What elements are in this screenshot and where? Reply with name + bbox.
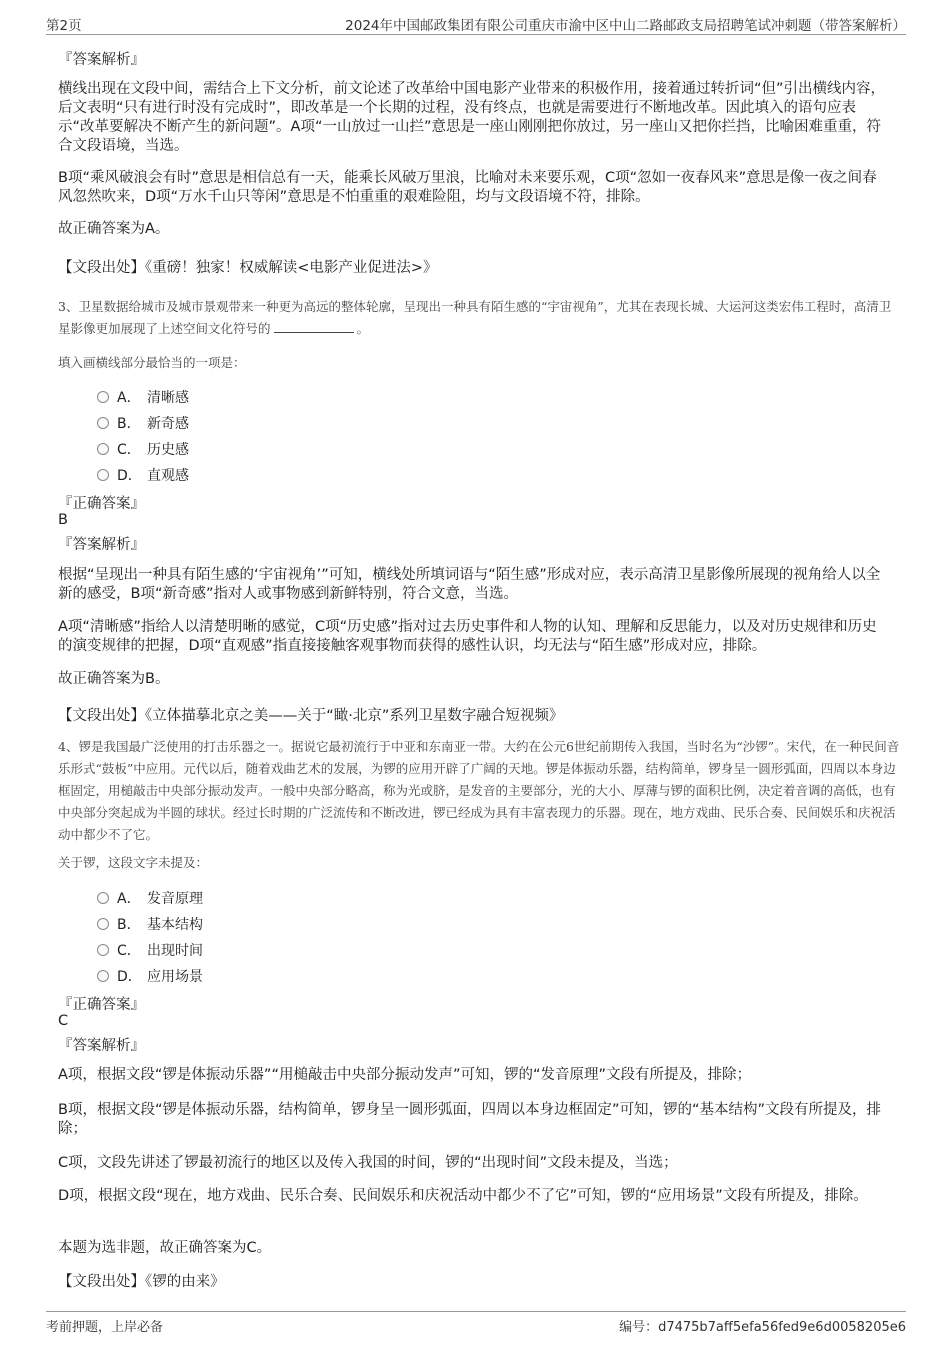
analysis-conclusion: 故正确答案为B。: [58, 671, 170, 687]
q3-option-a[interactable]: A． 清晰感: [97, 387, 189, 407]
radio-button-icon[interactable]: [97, 970, 109, 982]
analysis-conclusion: 本题为选非题，故正确答案为C。: [58, 1240, 272, 1256]
analysis-paragraph: C项，文段先讲述了锣最初流行的地区以及传入我国的时间，锣的“出现时间”文段未提及，当选；: [58, 1155, 678, 1171]
q4-option-a[interactable]: A． 发音原理: [97, 888, 203, 908]
analysis-label: 『答案解析』: [58, 1038, 145, 1054]
radio-button-icon[interactable]: [97, 944, 109, 956]
radio-button-icon[interactable]: [97, 469, 109, 481]
source-citation: 【文段出处】《锣的由来》: [58, 1274, 225, 1290]
q3-option-d[interactable]: D． 直观感: [97, 465, 189, 485]
page-header: [46, 12, 906, 35]
analysis-paragraph: A项，根据文段“锣是体振动乐器”“用槌敲击中央部分振动发声”可知，锣的“发音原理”文段有所提及，排除；: [58, 1067, 751, 1083]
correct-answer-label: 『正确答案』: [58, 496, 145, 512]
analysis-paragraph: 根据“呈现出一种具有陌生感的‘宇宙视角’”可知，横线处所填词语与“陌生感”形成对应，表示高清卫星影像所展现的视角给人以全新的感受，B项“新奇感”指对人或事物感到新鲜特别，符合文意，当选。: [58, 567, 881, 602]
radio-button-icon[interactable]: [97, 417, 109, 429]
analysis-paragraph: B项，根据文段“锣是体振动乐器，结构简单，锣身呈一圆形弧面，四周以本身边框固定”可知，锣的“基本结构”文段有所提及，排除；: [58, 1102, 881, 1137]
correct-answer-label: 『正确答案』: [58, 997, 145, 1013]
question-3-stem: 填入画横线部分最恰当的一项是：: [58, 355, 246, 370]
page-footer: [46, 1311, 906, 1336]
analysis-label: 『答案解析』: [58, 52, 145, 68]
radio-button-icon[interactable]: [97, 391, 109, 403]
radio-button-icon[interactable]: [97, 918, 109, 930]
question-4-text: 4、锣是我国最广泛使用的打击乐器之一。据说它最初流行于中亚和东南亚一带。大约在公元6世纪前期传入我国，当时名为“沙锣”。宋代，在一种民间音乐形式“鼓板”中应用。元代以后，随着戏曲艺术的发展，为锣的应用开辟了广阔的天地。锣是体振动乐器，结构简单，锣身呈一圆形弧面，四周以本身边框固定，用槌敲击中央部分振动发声。一般中央部分略高，称为光或脐，是发音的主要部分，光的大小、厚薄与锣的面积比例，决定着音调的高低，也有中央部分突起成为半圆的球状。经过长时期的广泛流传和不断改进，锣已经成为具有丰富表现力的乐器。现在，地方戏曲、民乐合奏、民间娱乐和庆祝活动中都少不了它。: [58, 739, 900, 842]
analysis-label: 『答案解析』: [58, 537, 145, 553]
analysis-conclusion: 故正确答案为A。: [58, 221, 170, 237]
page-number: 第2页: [46, 18, 82, 34]
question-4-stem: 关于锣，这段文字未提及：: [58, 855, 209, 870]
q4-option-c[interactable]: C． 出现时间: [97, 940, 203, 960]
source-citation: 【文段出处】《立体描摹北京之美——关于“瞰·北京”系列卫星数字融合短视频》: [58, 708, 564, 724]
q3-option-c[interactable]: C． 历史感: [97, 439, 189, 459]
footer-slogan: 考前押题，上岸必备: [46, 1320, 164, 1335]
question-3-text: 3、卫星数据给城市及城市景观带来一种更为高远的整体轮廓，呈现出一种具有陌生感的“宇宙视角”，尤其在表现长城、大运河这类宏伟工程时，高清卫星影像更加展现了上述空间文化符号的 。: [58, 299, 892, 336]
analysis-paragraph: D项，根据文段“现在，地方戏曲、民乐合奏、民间娱乐和庆祝活动中都少不了它”可知，锣的“应用场景”文段有所提及，排除。: [58, 1188, 868, 1204]
radio-button-icon[interactable]: [97, 892, 109, 904]
q4-option-d[interactable]: D． 应用场景: [97, 966, 203, 986]
q4-option-b[interactable]: B． 基本结构: [97, 914, 203, 934]
q3-option-b[interactable]: B． 新奇感: [97, 413, 189, 433]
analysis-paragraph: B项“乘风破浪会有时”意思是相信总有一天，能乘长风破万里浪，比喻对未来要乐观，C项“忽如一夜春风来”意思是像一夜之间春风忽然吹来，D项“万水千山只等闲”意思是不怕重重的艰难险阻，均与文段语境不符，排除。: [58, 170, 877, 205]
correct-answer: C: [58, 1013, 69, 1029]
document-title: 2024年中国邮政集团有限公司重庆市渝中区中山二路邮政支局招聘笔试冲刺题（带答案解析）: [345, 18, 906, 34]
analysis-paragraph: A项“清晰感”指给人以清楚明晰的感觉，C项“历史感”指对过去历史事件和人物的认知、理解和反思能力，以及对历史规律和历史的演变规律的把握，D项“直观感”指直接接触客观事物而获得的感性认识，均无法与“陌生感”形成对应，排除。: [58, 619, 877, 654]
radio-button-icon[interactable]: [97, 443, 109, 455]
source-citation: 【文段出处】《重磅！独家！权威解读<电影产业促进法>》: [58, 260, 438, 276]
analysis-paragraph: 横线出现在文段中间，需结合上下文分析，前文论述了改革给中国电影产业带来的积极作用，接着通过转折词“但”引出横线内容，后文表明“只有进行时没有完成时”，即改革是一个长期的过程，没有终点，也就是需要进行不断地改革。因此填入的语句应表示“改革要解决不断产生的新问题”。A项“一山放过一山拦”意思是一座山刚刚把你放过，另一座山又把你拦挡，比喻困难重重，符合文段语境，当选。: [58, 81, 886, 154]
document-id: 编号：d7475b7aff5efa56fed9e6d0058205e6: [619, 1320, 906, 1335]
answer-blank: [274, 320, 354, 333]
correct-answer: B: [58, 512, 68, 528]
